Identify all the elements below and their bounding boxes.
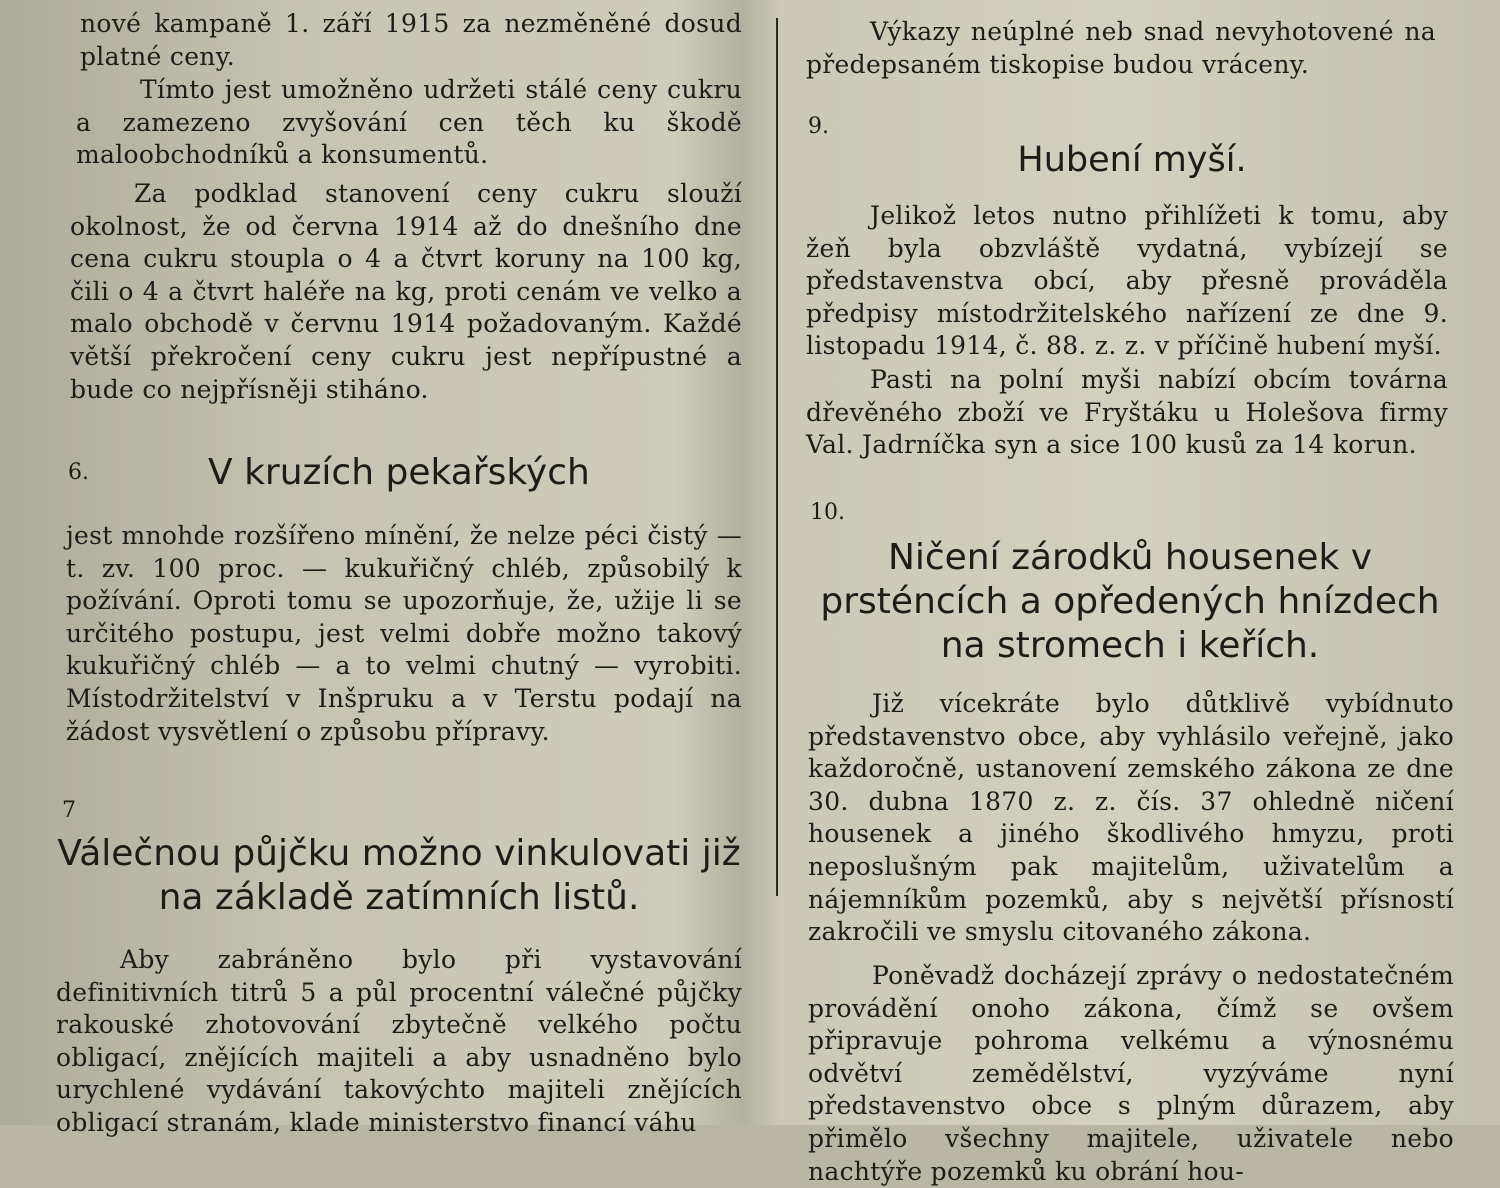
section-10-title: Ničení zárodků housenek v prsténcích a opředených hnízdech na stromech i keřích. bbox=[820, 537, 1440, 666]
section-7-number: 7 bbox=[62, 798, 76, 823]
left-paragraph-2: Tímto jest umožněno udržeti stálé ceny cukru a zamezeno zvyšování cen těch ku škodě maloobchodníků a konsumentů. bbox=[76, 75, 742, 170]
section-6-number: 6. bbox=[68, 460, 89, 485]
section-6-paragraph: jest mnohde rozšířeno mínění, že nelze péci čistý — t. zv. 100 proc. — kukuřičný chléb, způsobilý k požívání. Oproti tomu se upozorňuje, že, užije li se určitého postupu, jest velmi dobře možno takový kukuřičný chléb — a to velmi chutný — vyrobiti. Místodržitelství v Inšpruku a v Terstu podají na žádost vysvětlení o způsobu přípravy. bbox=[66, 521, 742, 746]
section-10-number: 10. bbox=[810, 500, 845, 525]
section-9-paragraph-1: Jelikož letos nutno přihlížeti k tomu, aby žeň byla obzvláště vydatná, vybízejí se představenstva obcí, aby přesně prováděla předpisy místodržitelského nařízení ze dne 9. listopadu 1914, č. 88. z. z. v příčině hubení myší. bbox=[806, 201, 1448, 361]
right-paragraph-1: Výkazy neúplné neb snad nevyhotovené na předepsaném tiskopise budou vráceny. bbox=[806, 17, 1436, 79]
section-9-number: 9. bbox=[808, 114, 829, 139]
column-rule bbox=[776, 18, 778, 896]
section-9-title: Hubení myší. bbox=[1017, 140, 1247, 180]
section-10-paragraph-1: Již vícekráte bylo důtklivě vybídnuto představenstvo obce, aby vyhlásilo veřejně, jako každoročně, ustanovení zemského zákona ze dne 30. dubna 1870 z. z. čís. 37 ohledně ničení housenek a jiného škodlivého hmyzu, proti neposlušným pak majitelům, uživatelům a nájemníkům pozemků, aby s největší přísností zakročili ve smyslu citovaného zákona. bbox=[808, 689, 1454, 947]
section-10-paragraph-2: Poněvadž docházejí zprávy o nedostatečném provádění onoho zákona, čímž se ovšem připravuje pohroma velkému a výnosnému odvětví zemědělství, vyzýváme nyní představenstvo obce s plným důrazem, aby přimělo všechny majitele, uživatele nebo nachtýře pozemků ku obrání hou- bbox=[808, 961, 1454, 1186]
section-6-title: V kruzích pekařských bbox=[208, 452, 590, 493]
left-paragraph-1: nové kampaně 1. září 1915 za nezměněné dosud platné ceny. bbox=[80, 9, 742, 71]
section-7-paragraph: Aby zabráněno bylo při vystavování definitivních titrů 5 a půl procentní válečné půjčky rakouské zhotovování zbytečně velkého počtu obligací, znějících majiteli a aby usnadněno bylo urychlené vydávání takovýchto majiteli znějících obligací stranám, klade ministerstvo financí váhu bbox=[56, 945, 742, 1137]
section-9-paragraph-2: Pasti na polní myši nabízí obcím továrna dřevěného zboží ve Fryštáku u Holešova firmy Val. Jadrníčka syn a sice 100 kusů za 14 korun. bbox=[806, 365, 1448, 460]
left-paragraph-3: Za podklad stanovení ceny cukru slouží okolnost, že od června 1914 až do dnešního dne cena cukru stoupla o 4 a čtvrt koruny na 100 kg, čili o 4 a čtvrt haléře na kg, proti cenám ve velko a malo obchodě v červnu 1914 požadovaným. Každé větší překročení ceny cukru jest nepřípustné a bude co nejpřísněji stiháno. bbox=[70, 179, 742, 404]
section-7-title: Válečnou půjčku možno vinkulovati již na základě zatímních listů. bbox=[57, 833, 741, 918]
